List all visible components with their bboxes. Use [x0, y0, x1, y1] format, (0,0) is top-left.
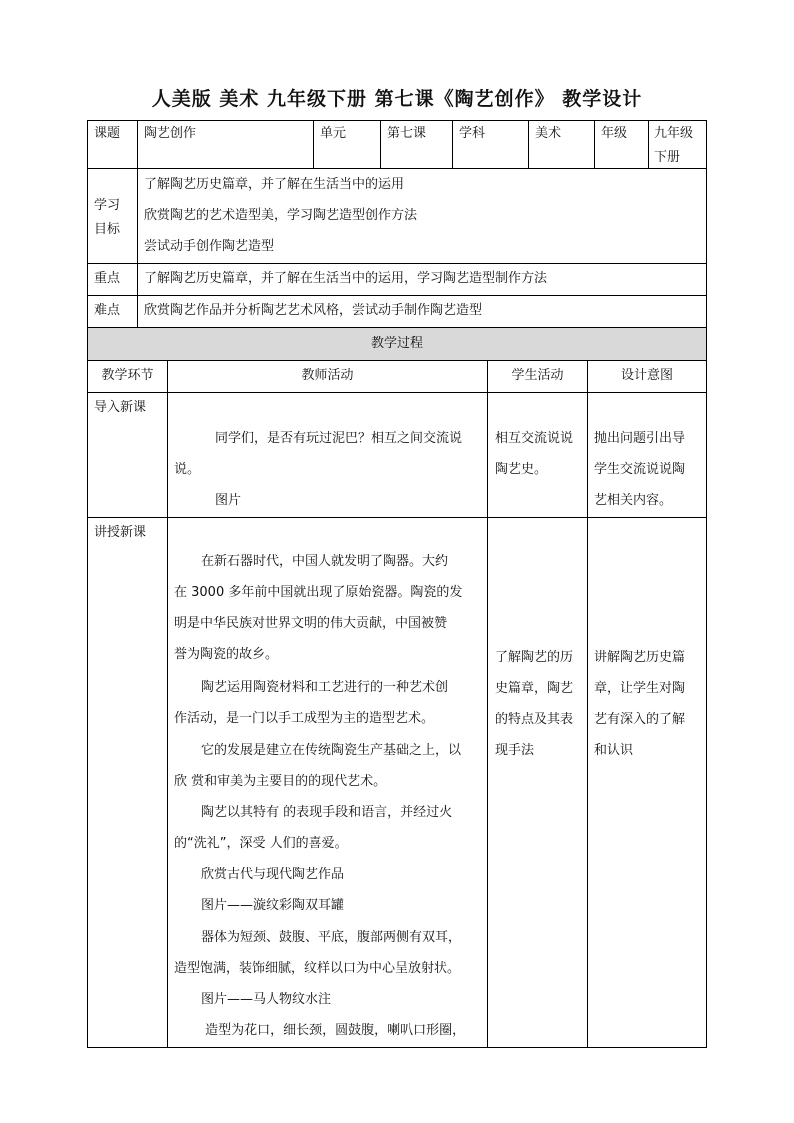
intro-intent-line: 艺相关内容。: [594, 493, 673, 508]
lecture-student-line: 了解陶艺的历: [495, 650, 574, 665]
lecture-intent-line: 艺有深入的了解: [594, 712, 686, 727]
objectives-label-line-2: 目标: [94, 222, 121, 237]
subject-label: 学科: [459, 126, 486, 141]
lecture-teacher-line: 欣 赏和审美为主要目的的现代艺术。: [174, 774, 387, 789]
column-header-teacher: 教师活动: [301, 368, 354, 383]
key-point-label: 重点: [94, 271, 121, 286]
intro-intent-line: 抛出问题引出导: [594, 431, 686, 446]
difficulty-label: 难点: [94, 303, 121, 318]
lecture-student-line: 史篇章，陶艺: [495, 681, 574, 696]
lecture-teacher-line: 陶艺运用陶瓷材料和工艺进行的一种艺术创: [201, 680, 449, 695]
column-header-student: 学生活动: [511, 368, 564, 383]
subject-value: 美术: [535, 126, 562, 141]
lecture-teacher-line: 欣赏古代与现代陶艺作品: [201, 867, 345, 882]
lecture-teacher-line: 在 3000 多年前中国就出现了原始瓷器。陶瓷的发: [174, 585, 463, 600]
lecture-teacher-line: 器体为短颈、鼓腹、平底，腹部两侧有双耳，: [201, 930, 462, 945]
lecture-teacher-line: 明是中华民族对世界文明的伟大贡献，中国被赞: [174, 616, 448, 631]
lecture-teacher-line: 作活动，是一门以手工成型为主的造型艺术。: [174, 711, 435, 726]
objective-item: 了解陶艺历史篇章，并了解在生活当中的运用: [144, 177, 405, 192]
objectives-label-line-1: 学习: [94, 198, 121, 213]
lecture-intent-line: 章，让学生对陶: [594, 681, 686, 696]
objective-item: 尝试动手创作陶艺造型: [144, 239, 275, 254]
intro-student-line: 陶艺史。: [495, 462, 548, 477]
lecture-teacher-line: 它的发展是建立在传统陶瓷生产基础之上，以: [201, 743, 462, 758]
lecture-student-line: 现手法: [495, 743, 535, 758]
stage-intro: 导入新课: [94, 400, 147, 415]
lecture-intent-line: 和认识: [594, 743, 634, 758]
lecture-teacher-line: 图片——马人物纹水注: [201, 992, 332, 1007]
process-header: 教学过程: [370, 336, 423, 351]
topic-label: 课题: [94, 126, 121, 141]
objective-item: 欣赏陶艺的艺术造型美，学习陶艺造型创作方法: [144, 208, 418, 223]
topic-value: 陶艺创作: [144, 126, 197, 141]
intro-teacher-line: 同学们，是否有玩过泥巴？相互之间交流说: [215, 431, 463, 446]
lecture-teacher-line: 在新石器时代，中国人就发明了陶器。大约: [201, 554, 449, 569]
unit-value: 第七课: [387, 126, 427, 141]
document-title: 人美版 美术 九年级下册 第七课《陶艺创作》 教学设计: [151, 88, 643, 110]
lecture-teacher-line: 造型为花口，细长颈，圆鼓腹，喇叭口形圈，: [201, 1023, 466, 1038]
lecture-teacher-line: 陶艺以其特有 的表现手段和语言，并经过火: [201, 805, 453, 820]
stage-lecture: 讲授新课: [94, 525, 147, 540]
grade-label: 年级: [601, 126, 628, 141]
key-point-text: 了解陶艺历史篇章，并了解在生活当中的运用，学习陶艺造型制作方法: [144, 271, 548, 286]
lecture-intent-line: 讲解陶艺历史篇: [594, 650, 686, 665]
grade-value-line-1: 九年级: [654, 126, 694, 141]
lecture-teacher-line: 誉为陶瓷的故乡。: [174, 647, 279, 662]
intro-teacher-line: 说。: [174, 462, 201, 477]
unit-label: 单元: [320, 126, 347, 141]
intro-intent-line: 学生交流说说陶: [594, 462, 686, 477]
difficulty-text: 欣赏陶艺作品并分析陶艺艺术风格，尝试动手制作陶艺造型: [144, 303, 483, 318]
lecture-teacher-line: 图片——漩纹彩陶双耳罐: [201, 898, 345, 913]
column-header-intent: 设计意图: [620, 368, 673, 383]
lecture-teacher-line: 造型饱满，装饰细腻，纹样以口为中心呈放射状。: [174, 961, 461, 976]
grade-value-line-2: 下册: [654, 150, 681, 165]
intro-student-line: 相互交流说说: [495, 431, 574, 446]
column-header-stage: 教学环节: [101, 368, 154, 383]
lecture-student-line: 的特点及其表: [495, 712, 574, 727]
intro-teacher-image: 图片: [215, 493, 242, 508]
lecture-teacher-line: 的“洗礼”，深受 人们的喜爱。: [174, 836, 348, 851]
